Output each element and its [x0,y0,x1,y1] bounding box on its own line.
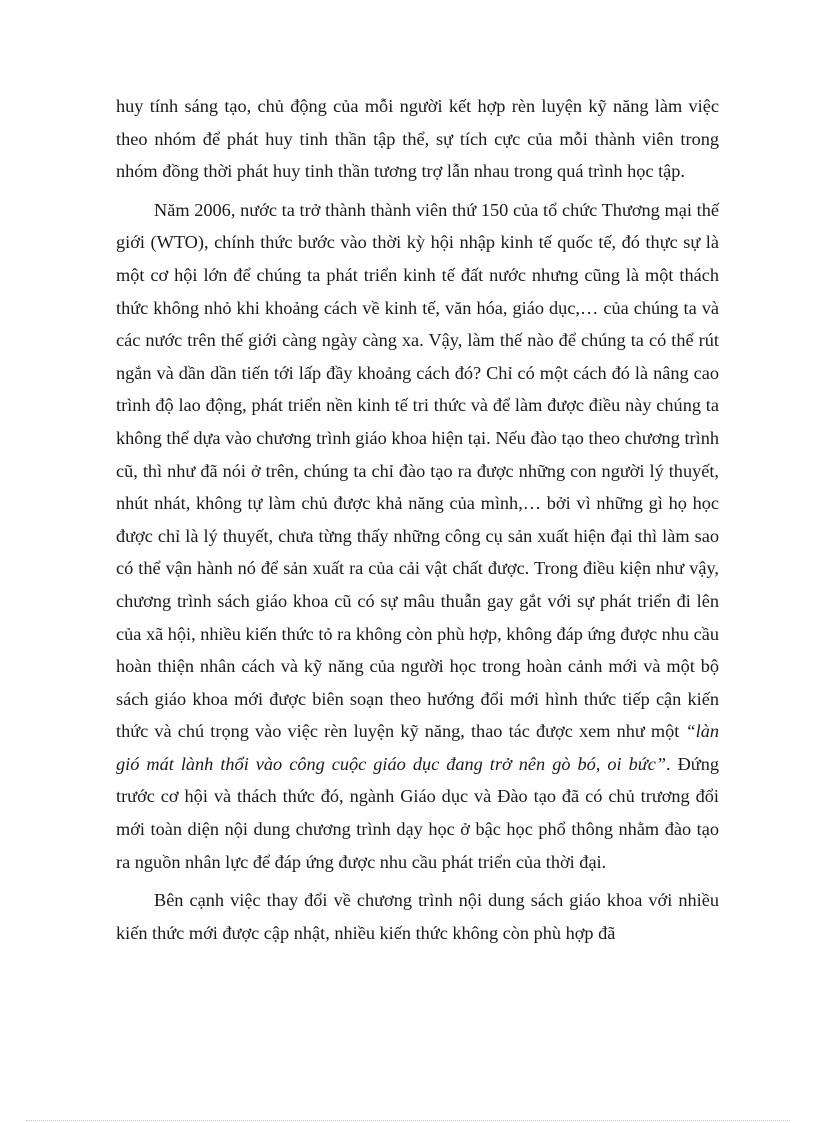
paragraph-2-quote: “làn gió mát lành thổi vào công cuộc giáo dục đang trở nên gò bó, oi bức” [116,721,719,774]
paragraph-2 [116,194,719,878]
paragraph-3: Bên cạnh việc thay đổi về chương trình nội dung sách giáo khoa với nhiều kiến thức mới được cập nhật, nhiều kiến thức không còn phù hợp đã [116,890,719,943]
paragraph-2-text-start: Năm 2006, nước ta trở thành thành viên thứ 150 của tổ chức Thương mại thế giới (WTO), chính thức bước vào thời kỳ hội nhập kinh tế quốc tế, đó thực sự là một cơ hội lớn để chúng ta phát triển kinh tế đất nước nhưng cũng là một thách thức không nhỏ khi khoảng cách về kinh tế, văn hóa, giáo dục,… của chúng ta và các nước trên thế giới càng ngày càng xa. Vậy, làm thế nào để chúng ta có thể rút ngắn và dần dần tiến tới lấp đầy khoảng cách đó? Chỉ có một cách đó là nâng cao trình độ lao động, phát triển nền kinh tế tri thức và để làm được điều này chúng ta không thể dựa vào chương trình giáo khoa hiện tại. Nếu đào tạo theo chương trình cũ, thì như đã nói ở trên, chúng ta chỉ đào tạo ra được những con người lý thuyết, nhút nhát, không tự làm chủ được khả năng của mình,… bởi vì những gì họ học được chỉ là lý thuyết, chưa từng thấy những công cụ sản xuất hiện đại thì làm sao có thể vận hành nó để sản xuất ra của cải vật chất được. Trong điều kiện như vậy, chương trình sách giáo khoa cũ có sự mâu thuẫn gay gắt với sự phát triển đi lên của xã hội, nhiều kiến thức tỏ ra không còn phù hợp, không đáp ứng được nhu cầu hoàn thiện nhân cách và kỹ năng của người học trong hoàn cảnh mới và một bộ sách giáo khoa mới được biên soạn theo hướng đổi mới hình thức tiếp cận kiến thức và chú trọng vào việc rèn luyện kỹ năng, thao tác được xem như một [116,199,719,742]
paragraph-1: huy tính sáng tạo, chủ động của mỗi người kết hợp rèn luyện kỹ năng làm việc theo nhóm để phát huy tinh thần tập thể, sự tích cực của mỗi thành viên trong nhóm đồng thời phát huy tinh thần tương trợ lẫn nhau trong quá trình học tập. [116,96,719,182]
page-bottom-divider [26,1120,790,1121]
paragraph-2-text-end: . Đứng trước cơ hội và thách thức đó, ngành Giáo dục và Đào tạo đã có chủ trương đổi mới toàn diện nội dung chương trình dạy học ở bậc học phổ thông nhằm đào tạo ra nguồn nhân lực để đáp ứng được nhu cầu phát triển của thời đại. [116,753,719,872]
document-body [116,90,719,949]
